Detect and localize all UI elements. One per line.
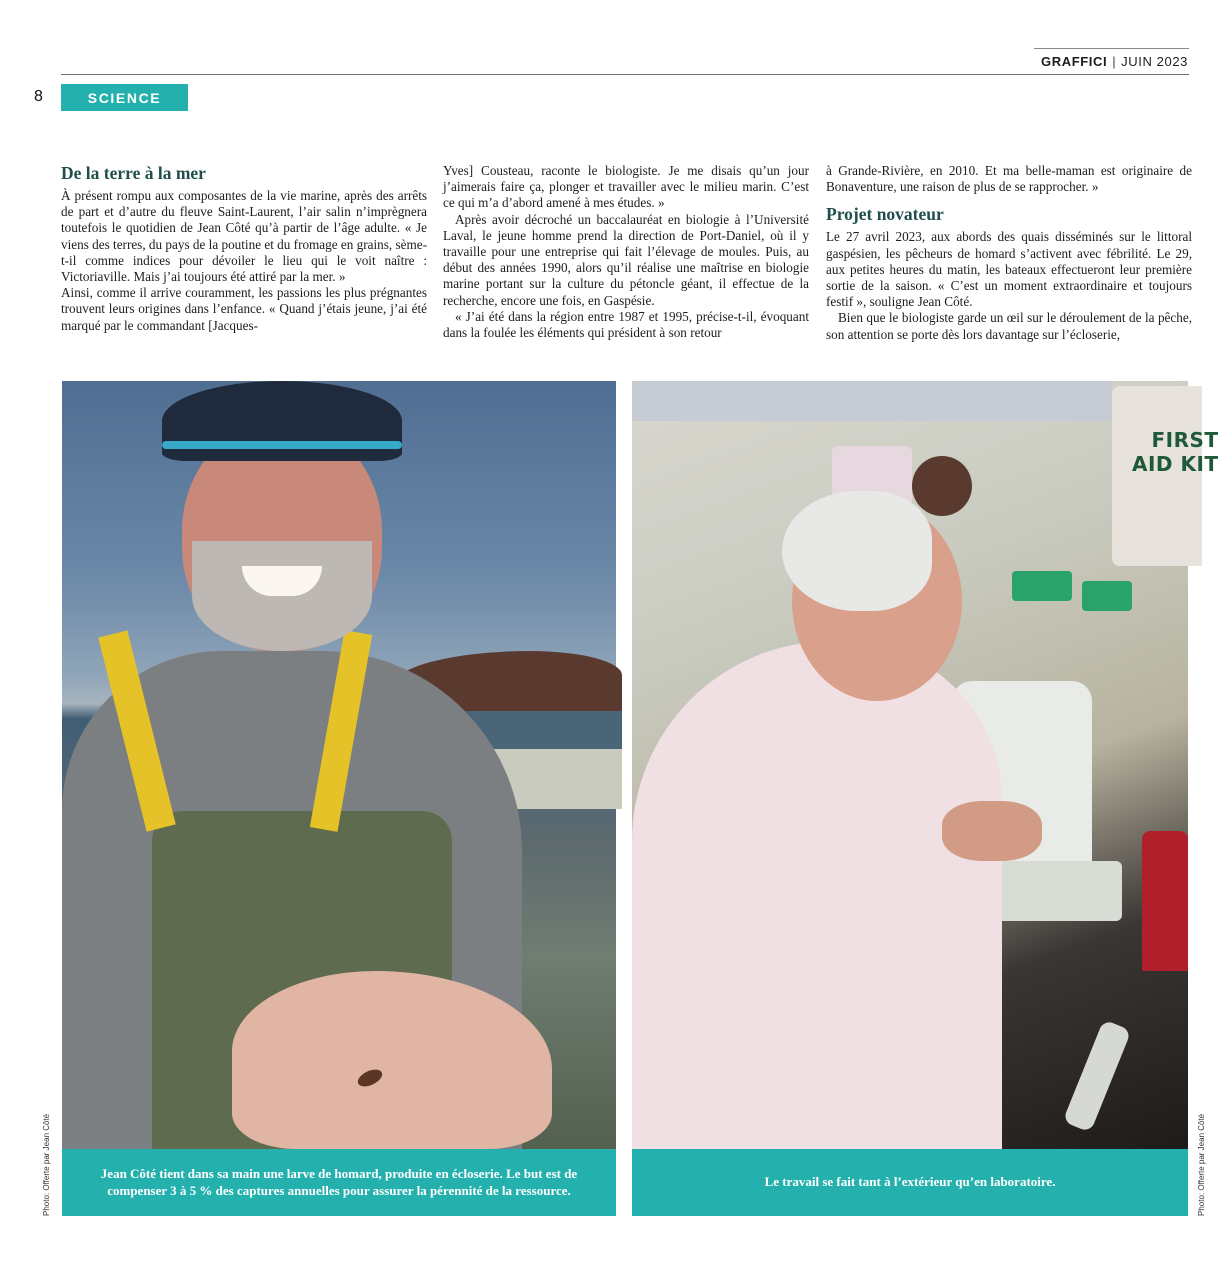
subhead-projet-novateur: Projet novateur — [826, 204, 944, 225]
lab-coat-shape — [632, 641, 1002, 1149]
green-dispenser — [1082, 581, 1132, 611]
article-column-2 — [443, 163, 809, 341]
green-dispenser — [1012, 571, 1072, 601]
masthead-rule — [1034, 48, 1189, 49]
first-aid-sign-text: FIRST AID KIT — [1132, 428, 1219, 476]
round-object-shape — [912, 456, 972, 516]
masthead — [1041, 54, 1188, 69]
paragraph: Ainsi, comme il arrive couramment, les passions les plus prégnantes trouvent leurs origines dans l’enfance. « Quand j’étais jeune, j’ai été marqué par le commandant [Jacques- — [61, 285, 427, 333]
red-bottle — [1142, 831, 1188, 971]
cap-trim — [162, 441, 402, 449]
article-column-1 — [61, 163, 427, 334]
shelf-shape — [632, 381, 1112, 421]
paragraph: Yves] Cousteau, raconte le biologiste. Je me disais qu’un jour j’aimerais faire ça, plonger et travailler avec le milieu marin. C’est ce qui m’a d’abord amené à mes études. » — [443, 163, 809, 211]
paragraph: Bien que le biologiste garde un œil sur le déroulement de la pêche, son attention se porte dès lors davantage sur l’écloserie, — [826, 310, 1192, 342]
hand-shape — [942, 801, 1042, 861]
section-tag: SCIENCE — [61, 84, 188, 111]
cap-shape — [162, 381, 402, 461]
photo-caption-1: Jean Côté tient dans sa main une larve de homard, produite en écloserie. Le but est de compenser 3 à 5 % des captures annuelles pour assurer la pérennité de la ressource. — [62, 1149, 616, 1216]
photo-caption-2: Le travail se fait tant à l’extérieur qu’en laboratoire. — [632, 1149, 1188, 1216]
photo-lab-microscope — [632, 381, 1219, 1149]
photo-credit-1: Photo: Offerte par Jean Côté — [42, 1113, 51, 1216]
masthead-separator: | — [1112, 54, 1117, 69]
white-hair-shape — [782, 491, 932, 611]
paragraph: « J’ai été dans la région entre 1987 et 1995, précise-t-il, évoquant dans la foulée les éléments qui président à son retour — [443, 308, 809, 341]
paragraph: à Grande-Rivière, en 2010. Et ma belle-maman est originaire de Bonaventure, une raison de plus de se rapprocher. » — [826, 163, 1192, 195]
beard-shape — [192, 541, 372, 651]
first-aid-sign — [1112, 386, 1202, 566]
pipette-shape — [1062, 1019, 1131, 1132]
issue-date: JUIN 2023 — [1121, 54, 1188, 69]
paragraph: À présent rompu aux composantes de la vie marine, après des arrêts de part et d’autre du fleuve Saint-Laurent, l’air salin n’imprègnera toutefois le quotidien de Jean Côté qu’à partir de l’âge adulte. « Je viens des terres, du pays de la poutine et du fromage en grains, sème-t-il comme indices pour dévoiler le lieu qui le voit naître : Victoriaville. Mais j’ai toujours été attiré par la mer. » — [61, 188, 427, 285]
paragraph: Après avoir décroché un baccalauréat en biologie à l’Université Laval, le jeune homme prend la direction de Port-Daniel, où il y travaille pour une entreprise qui fait l’élevage de moules. Puis, au début des années 1990, alors qu’il réalise une maîtrise en biologie marine portant sur la culture du pétoncle géant, il effectue de la recherche, encore une fois, en Gaspésie. — [443, 211, 809, 308]
photo-fisherman-with-lobster-larva — [62, 381, 616, 1149]
subhead-de-la-terre: De la terre à la mer — [61, 163, 206, 183]
header-rule — [61, 74, 1189, 75]
page-number: 8 — [34, 88, 43, 105]
photo-credit-2: Photo: Offerte par Jean Côté — [1197, 1113, 1206, 1216]
article-column-3 — [826, 163, 1192, 343]
publication-name: GRAFFICI — [1041, 54, 1108, 69]
paragraph: Le 27 avril 2023, aux abords des quais disséminés sur le littoral gaspésien, les pêcheurs de homard s’activent avec fébrilité. Le 29, aux petites heures du matin, les bateaux effectueront leur première sortie de la saison. « C’est un moment extraordinaire et toujours festif », souligne Jean Côté. — [826, 229, 1192, 310]
